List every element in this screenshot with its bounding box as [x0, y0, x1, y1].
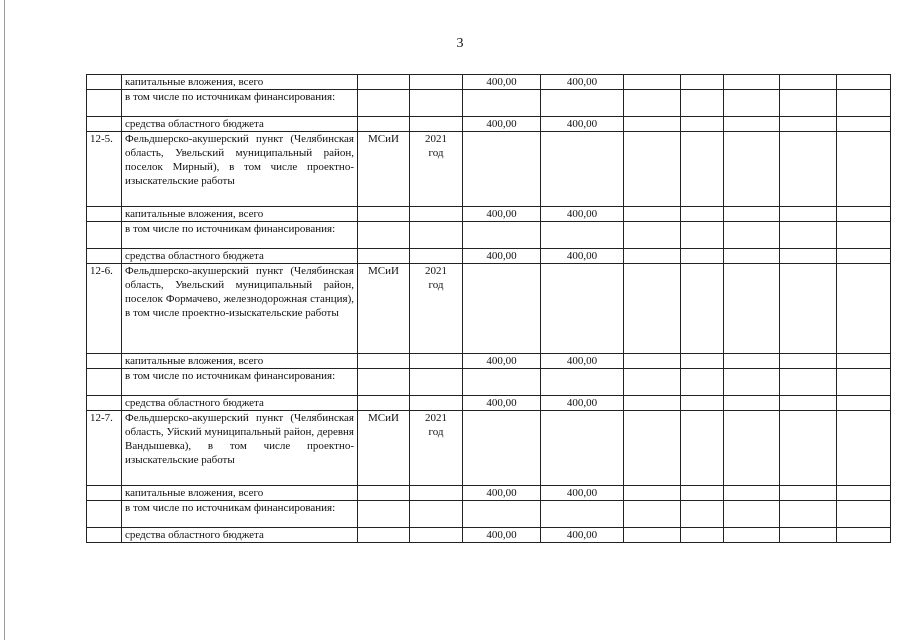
table-row — [87, 75, 891, 90]
item-year: 2021 год — [410, 411, 463, 486]
investment-table — [86, 74, 891, 543]
value-cell: 400,00 — [541, 207, 624, 222]
row-label: средства областного бюджета — [122, 117, 358, 132]
row-label: капитальные вложения, всего — [122, 354, 358, 369]
value-cell: 400,00 — [541, 528, 624, 543]
item-org: МСиИ — [358, 132, 410, 207]
value-cell: 400,00 — [463, 75, 541, 90]
table-row — [87, 117, 891, 132]
row-label: капитальные вложения, всего — [122, 207, 358, 222]
cell-num — [87, 75, 122, 90]
value-cell: 400,00 — [541, 249, 624, 264]
row-label: в том числе по источникам финансирования: — [122, 222, 358, 249]
item-org: МСиИ — [358, 264, 410, 354]
row-label: капитальные вложения, всего — [122, 486, 358, 501]
table-row — [87, 264, 891, 354]
table-row — [87, 249, 891, 264]
value-cell: 400,00 — [463, 117, 541, 132]
item-title: Фельдшерско-акушерский пункт (Челябинская область, Увельский муниципальный район, поселок Мирный), в том числе проектно-изыскательские работы — [122, 132, 358, 207]
item-year: 2021 год — [410, 264, 463, 354]
row-label: в том числе по источникам финансирования: — [122, 501, 358, 528]
value-cell: 400,00 — [541, 354, 624, 369]
value-cell: 400,00 — [463, 249, 541, 264]
item-number: 12-6. — [87, 264, 122, 354]
value-cell: 400,00 — [463, 396, 541, 411]
value-cell: 400,00 — [541, 117, 624, 132]
item-org: МСиИ — [358, 411, 410, 486]
row-label: капитальные вложения, всего — [122, 75, 358, 90]
row-label: в том числе по источникам финансирования: — [122, 90, 358, 117]
value-cell: 400,00 — [463, 354, 541, 369]
table-row — [87, 207, 891, 222]
table-row — [87, 528, 891, 543]
row-label: средства областного бюджета — [122, 528, 358, 543]
table-row — [87, 132, 891, 207]
item-number: 12-5. — [87, 132, 122, 207]
page-number: 3 — [456, 36, 464, 51]
value-cell: 400,00 — [541, 75, 624, 90]
table-row — [87, 501, 891, 528]
page-left-edge — [4, 0, 5, 640]
table-row — [87, 354, 891, 369]
item-year: 2021 год — [410, 132, 463, 207]
value-cell: 400,00 — [541, 486, 624, 501]
table-row — [87, 396, 891, 411]
table-row — [87, 369, 891, 396]
row-label: в том числе по источникам финансирования: — [122, 369, 358, 396]
item-number: 12-7. — [87, 411, 122, 486]
table-row — [87, 90, 891, 117]
table-row — [87, 222, 891, 249]
item-title: Фельдшерско-акушерский пункт (Челябинская область, Увельский муниципальный район, поселок Формачево, железнодорожная станция), в том числе проектно-изыскательские работы — [122, 264, 358, 354]
value-cell: 400,00 — [463, 207, 541, 222]
value-cell: 400,00 — [463, 486, 541, 501]
item-title: Фельдшерско-акушерский пункт (Челябинская область, Уйский муниципальный район, деревня Вандышевка), в том числе проектно-изыскательские работы — [122, 411, 358, 486]
row-label: средства областного бюджета — [122, 396, 358, 411]
value-cell: 400,00 — [463, 528, 541, 543]
table-row — [87, 486, 891, 501]
value-cell: 400,00 — [541, 396, 624, 411]
row-label: средства областного бюджета — [122, 249, 358, 264]
table-row — [87, 411, 891, 486]
